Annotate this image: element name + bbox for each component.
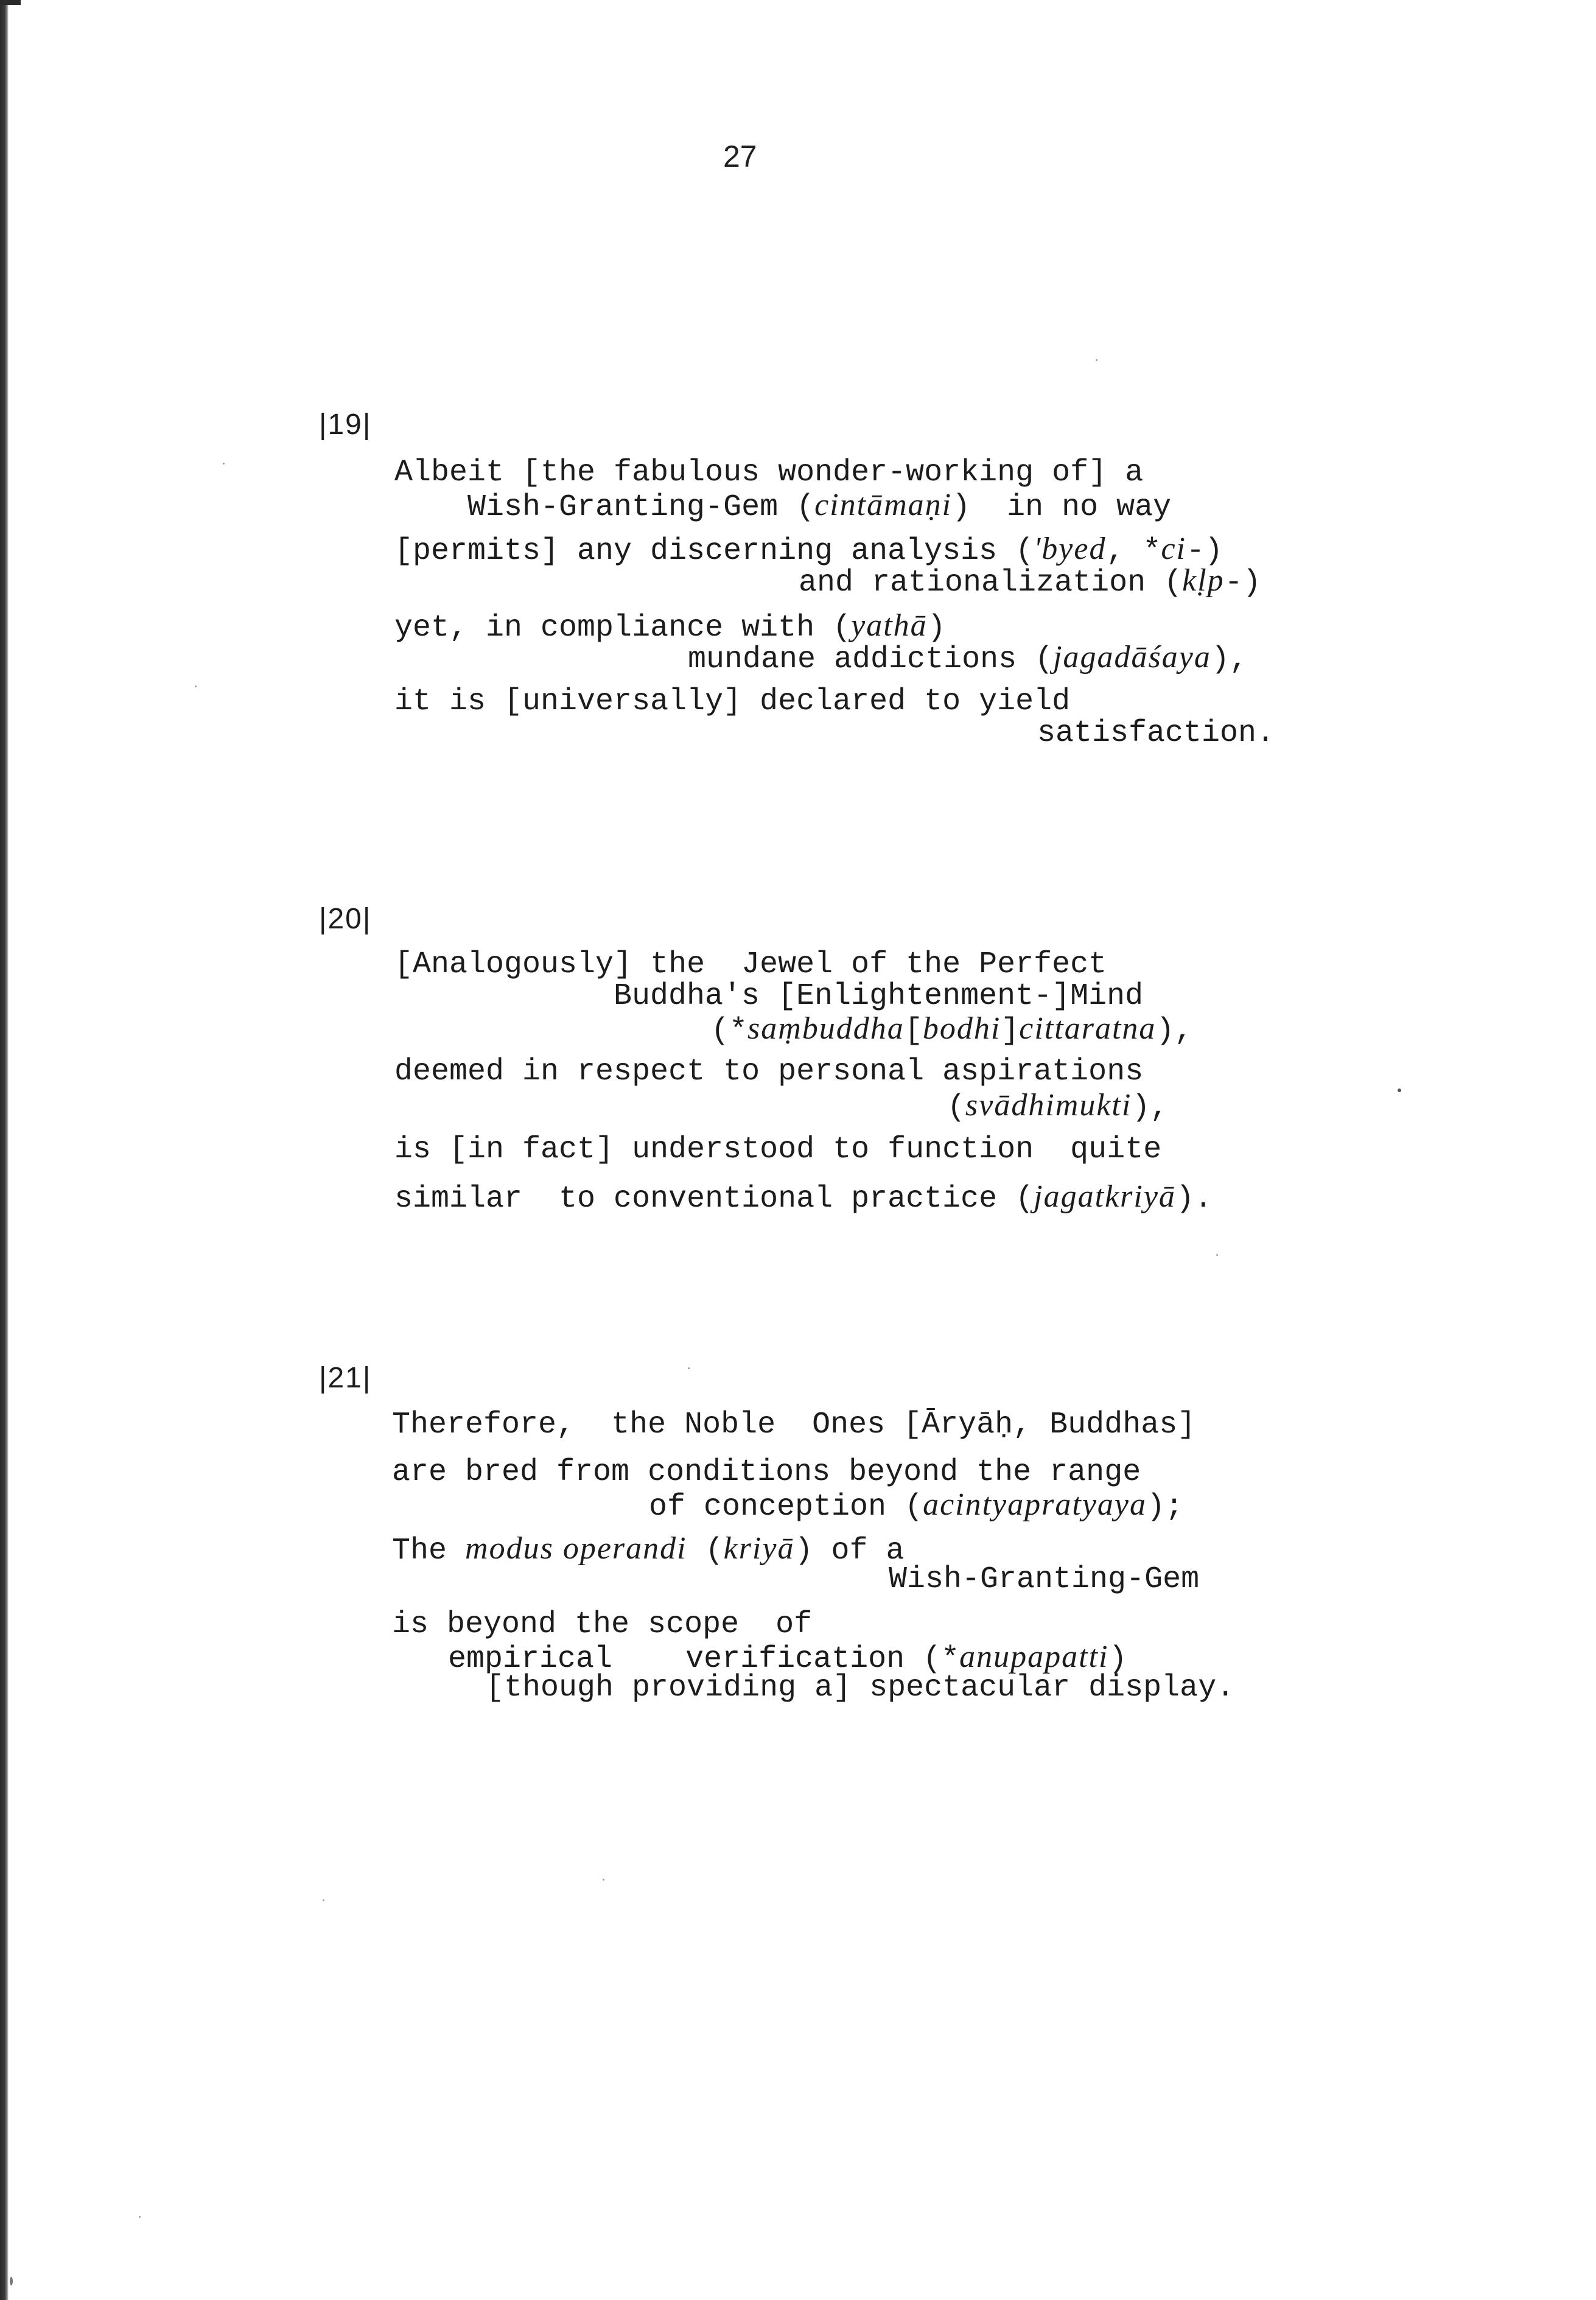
- scan-speck: [223, 463, 225, 465]
- verse-line: empirical verification (*anupapatti): [448, 1639, 1127, 1677]
- verse-line: [though providing a] spectacular display.: [486, 1671, 1235, 1705]
- verse-line: it is [universally] declared to yield: [394, 684, 1071, 719]
- scan-speck: [323, 1899, 324, 1901]
- scan-speck: [139, 2216, 141, 2218]
- scan-speck: [195, 685, 197, 687]
- scan-binding-edge: [0, 0, 9, 2300]
- scan-speck: [688, 1367, 690, 1369]
- verse-line: Wish-Granting-Gem: [889, 1562, 1200, 1597]
- verse-line: Albeit [the fabulous wonder-working of] a: [394, 455, 1144, 490]
- verse-line: yet, in compliance with (yathā): [394, 608, 946, 645]
- scan-speck: [1216, 1254, 1218, 1256]
- page-number: 27: [723, 139, 757, 174]
- verse-line: The modus operandi (kriyā) of a: [392, 1531, 905, 1568]
- verse-line: (svādhimukti),: [947, 1088, 1169, 1125]
- verse-line: [Analogously] the Jewel of the Perfect: [394, 947, 1107, 982]
- verse-line: mundane addictions (jagadāśaya),: [688, 640, 1248, 677]
- verse-line: of conception (acintyapratyaya);: [649, 1487, 1183, 1524]
- verse-line: Wish-Granting-Gem (cintāmaṇi) in no way: [467, 488, 1172, 525]
- verse-number: |21|: [319, 1362, 372, 1394]
- verse-line: is [in fact] understood to function quite: [394, 1132, 1162, 1167]
- verse-line: similar to conventional practice (jagatkriyā).: [394, 1179, 1213, 1216]
- verse-number: |20|: [319, 903, 372, 935]
- verse-line: are bred from conditions beyond the range: [392, 1455, 1141, 1490]
- verse-number: |19|: [319, 408, 372, 441]
- verse-line: satisfaction.: [1037, 716, 1275, 751]
- scan-speck: [10, 2277, 13, 2285]
- verse-line: is beyond the scope of: [392, 1607, 813, 1642]
- verse-line: deemed in respect to personal aspirations: [394, 1054, 1144, 1089]
- verse-line: Therefore, the Noble Ones [Āryāḥ, Buddhas]: [392, 1408, 1196, 1442]
- scan-speck: [603, 1879, 604, 1881]
- verse-line: Buddha's [Enlightenment-]Mind: [614, 979, 1144, 1014]
- verse-line: (*saṃbuddha[bodhi]cittaratna),: [711, 1011, 1193, 1048]
- verse-line: and rationalization (kḷp-): [799, 563, 1261, 600]
- scan-corner-mark: [0, 0, 21, 5]
- scan-speck: [1398, 1089, 1401, 1092]
- scan-speck: [1096, 359, 1097, 361]
- verse-line: [permits] any discerning analysis ('byed, *ci-): [394, 531, 1223, 569]
